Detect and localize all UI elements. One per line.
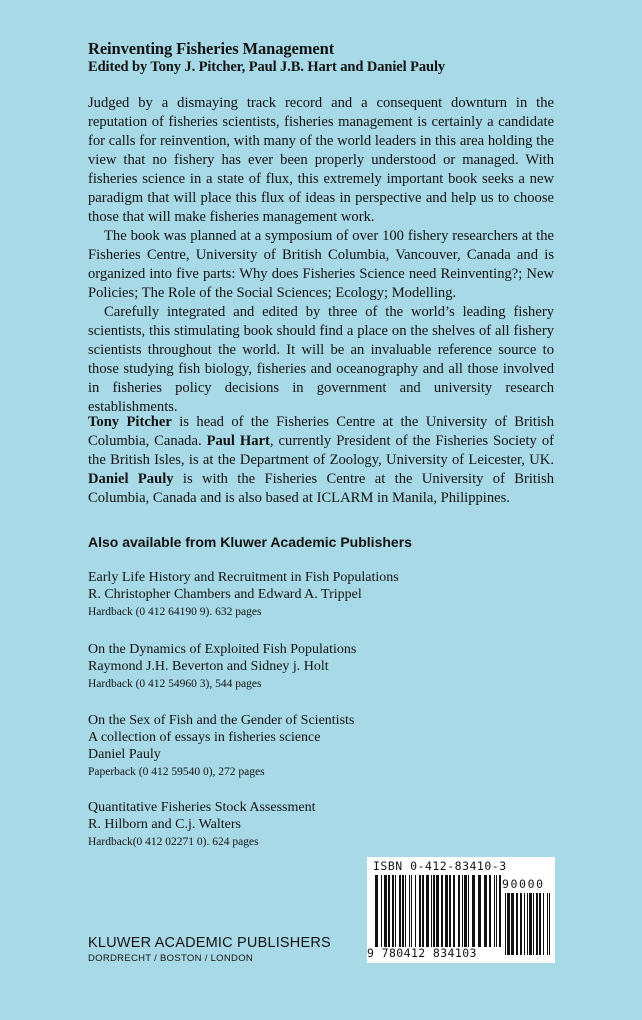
barcode-bar bbox=[507, 893, 510, 955]
related-book-title: Quantitative Fisheries Stock Assessment bbox=[88, 800, 316, 815]
barcode-bar bbox=[549, 893, 550, 955]
addon-bars bbox=[505, 893, 550, 955]
related-book-title: Early Life History and Recruitment in Fish Populations bbox=[88, 570, 399, 585]
related-book-title: On the Sex of Fish and the Gender of Scientists bbox=[88, 713, 355, 728]
editor-biographies bbox=[88, 413, 554, 508]
barcode-bar bbox=[472, 875, 475, 947]
barcode-bar bbox=[533, 893, 534, 955]
barcode-bar bbox=[426, 875, 429, 947]
barcode-bar bbox=[402, 875, 404, 947]
barcode-bar bbox=[524, 893, 525, 955]
barcode-bar bbox=[411, 875, 412, 947]
barcode-bar bbox=[539, 893, 541, 955]
barcode-bar bbox=[511, 893, 514, 955]
bio-text-pauly: is with the Fisheries Centre at the University of British Columbia, Canada and is also based at ICLARM in Manila, Philippines. bbox=[88, 471, 555, 506]
related-book-authors: R. Hilborn and C.j. Walters bbox=[88, 817, 241, 832]
book-title: Reinventing Fisheries Management bbox=[88, 39, 335, 58]
barcode-bar bbox=[496, 875, 497, 947]
barcode-bar bbox=[536, 893, 538, 955]
barcode-bar bbox=[468, 875, 469, 947]
ean-bars bbox=[375, 875, 501, 947]
related-book-format: Hardback(0 412 02271 0). 624 pages bbox=[88, 836, 259, 848]
publisher-cities: DORDRECHT / BOSTON / LONDON bbox=[88, 953, 254, 964]
related-book-1 bbox=[88, 569, 488, 621]
barcode-bar bbox=[441, 875, 443, 947]
barcode-bar bbox=[409, 875, 410, 947]
barcode-bar bbox=[375, 875, 378, 947]
blurb-paragraph-3: Carefully integrated and edited by three of the world’s leading fishery scientists, this stimulating book should find a place on the shelves of all fishery scientists throughout the world. It will be an invaluable reference source to those studying fish biology, fisheries and oceanography and all those involved in fisheries policy decisions in government and university research establishments. bbox=[88, 304, 554, 415]
barcode-bar bbox=[478, 875, 481, 947]
related-book-2 bbox=[88, 641, 488, 693]
barcode-bar bbox=[529, 893, 532, 955]
barcode-bar bbox=[453, 875, 455, 947]
barcode-block bbox=[367, 857, 555, 963]
barcode-bar bbox=[458, 875, 460, 947]
related-book-format: Paperback (0 412 59540 0), 272 pages bbox=[88, 766, 265, 778]
barcode-bar bbox=[449, 875, 451, 947]
barcode-bar bbox=[484, 875, 487, 947]
barcode-bar bbox=[395, 875, 396, 947]
barcode-bar bbox=[520, 893, 522, 955]
barcode-bar bbox=[527, 893, 528, 955]
related-book-3 bbox=[88, 712, 488, 781]
barcode-bar bbox=[388, 875, 390, 947]
related-book-authors: Daniel Pauly bbox=[88, 747, 161, 762]
bio-paragraph bbox=[88, 413, 554, 508]
barcode-bar bbox=[415, 875, 416, 947]
barcode-bar bbox=[464, 875, 467, 947]
isbn-label: ISBN 0-412-83410-3 bbox=[373, 859, 507, 873]
also-available-heading: Also available from Kluwer Academic Publishers bbox=[88, 534, 412, 550]
barcode-bar bbox=[436, 875, 439, 947]
bio-name-hart: Paul Hart bbox=[206, 433, 270, 449]
barcode-bar bbox=[516, 893, 518, 955]
bio-text-pitcher: is head of the Fisheries Centre at the University of British Columbia, Canada. bbox=[88, 414, 554, 449]
barcode-bar bbox=[399, 875, 401, 947]
related-book-format: Hardback (0 412 54960 3), 544 pages bbox=[88, 678, 262, 690]
barcode-bar bbox=[462, 875, 463, 947]
barcode-bar bbox=[392, 875, 394, 947]
related-book-authors: R. Christopher Chambers and Edward A. Trippel bbox=[88, 587, 362, 602]
price-code: 90000 bbox=[502, 877, 545, 891]
barcode-bar bbox=[445, 875, 448, 947]
barcode-bar bbox=[433, 875, 435, 947]
barcode-bar bbox=[543, 893, 544, 955]
related-book-4 bbox=[88, 799, 488, 851]
barcode-bar bbox=[422, 875, 424, 947]
barcode-bar bbox=[489, 875, 491, 947]
bio-text-hart: , currently President of the Fisheries Society of the British Isles, is at the Department of Zoology, University of Leicester, UK. bbox=[88, 433, 554, 468]
barcode-bar bbox=[405, 875, 406, 947]
barcode-bar bbox=[494, 875, 495, 947]
bio-name-pauly: Daniel Pauly bbox=[88, 471, 174, 487]
blurb bbox=[88, 94, 554, 417]
barcode-bar bbox=[547, 893, 548, 955]
barcode-bar bbox=[431, 875, 432, 947]
barcode-bar bbox=[505, 893, 506, 955]
barcode-bar bbox=[499, 875, 501, 947]
related-book-title: On the Dynamics of Exploited Fish Populations bbox=[88, 642, 357, 657]
blurb-paragraph-2: The book was planned at a symposium of over 100 fishery researchers at the Fisheries Centre, University of British Columbia, Vancouver, Canada and is organized into five parts: Why does Fisheries Science need Reinventing?; New Policies; The Role of the Social Sciences; Ecology; Modelling. bbox=[88, 228, 554, 301]
related-book-format: Hardback (0 412 64190 9). 632 pages bbox=[88, 606, 262, 618]
barcode-bar bbox=[384, 875, 387, 947]
publisher-name: KLUWER ACADEMIC PUBLISHERS bbox=[88, 935, 331, 951]
related-book-authors: Raymond J.H. Beverton and Sidney j. Holt bbox=[88, 659, 329, 674]
barcode-bar bbox=[419, 875, 421, 947]
book-editors: Edited by Tony J. Pitcher, Paul J.B. Hart and Daniel Pauly bbox=[88, 59, 446, 75]
bio-name-pitcher: Tony Pitcher bbox=[88, 414, 172, 430]
barcode-bar bbox=[381, 875, 382, 947]
blurb-paragraph-1: Judged by a dismaying track record and a consequent downturn in the reputation of fisheries scientists, fisheries management is certainly a candidate for calls for reinvention, with many of the world leaders in this area holding the view that no fishery has ever been properly understood or managed. With fisheries science in a state of flux, this extremely important book seeks a new paradigm that will place this flux of ideas in perspective and help us to choose those that will make fisheries management work. bbox=[88, 95, 554, 225]
related-book-subtitle: A collection of essays in fisheries science bbox=[88, 730, 321, 745]
ean-digits: 9 780412 834103 bbox=[367, 946, 477, 960]
